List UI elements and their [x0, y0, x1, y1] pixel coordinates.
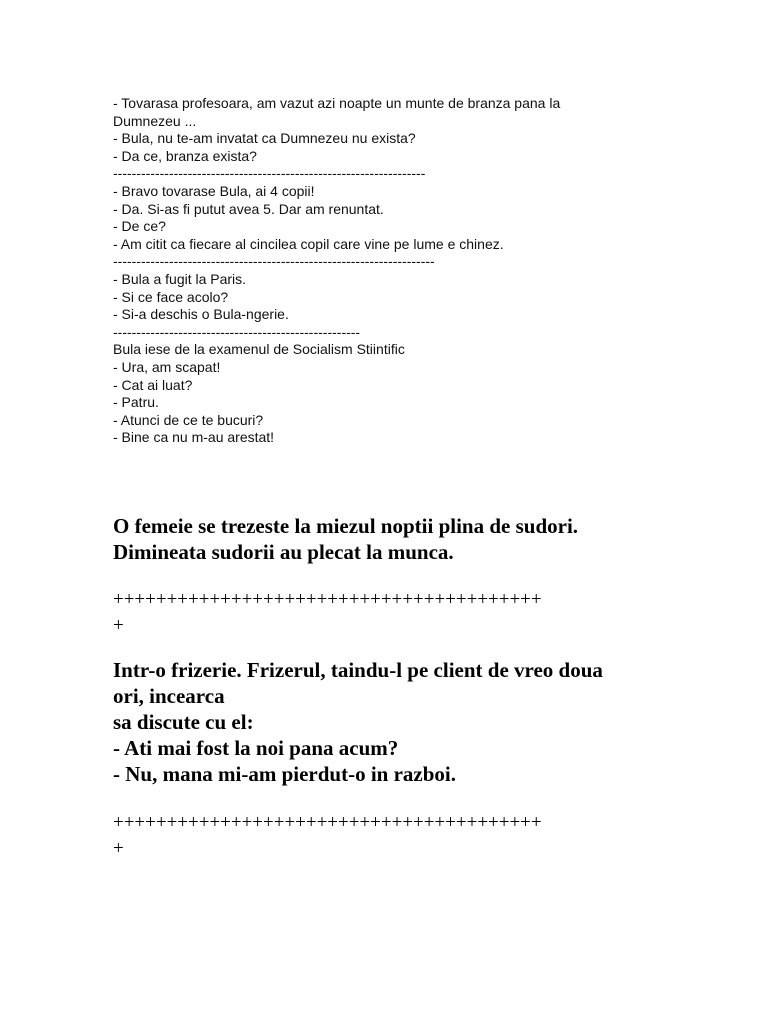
plus-separator-line: + — [113, 838, 124, 859]
text-line: - Bine ca nu m-au arestat! — [113, 429, 275, 446]
plus-separator — [113, 587, 673, 639]
text-line: - De ce? — [113, 218, 166, 235]
text-line: Dimineata sudorii au plecat la munca. — [113, 540, 454, 564]
text-line: Bula iese de la examenul de Socialism Stiintific — [113, 341, 405, 358]
plus-separator-line: ++++++++++++++++++++++++++++++++++++++++ — [113, 812, 542, 833]
text-line: - Tovarasa profesoara, am vazut azi noapte un munte de branza pana la — [113, 95, 561, 111]
joke-woman — [113, 513, 673, 565]
text-line: - Si ce face acolo? — [113, 288, 229, 305]
text-line: - Am citit ca fiecare al cincilea copil care vine pe lume e chinez. — [113, 235, 504, 252]
plus-separator-line: + — [113, 615, 124, 636]
dash-separator: --------------------------------------------------------------------- — [113, 253, 435, 270]
text-line: O femeie se trezeste la miezul noptii plina de sudori. — [113, 514, 579, 538]
text-line: - Bula a fugit la Paris. — [113, 270, 247, 287]
plus-separator — [113, 810, 673, 862]
plus-separator-line: ++++++++++++++++++++++++++++++++++++++++ — [113, 589, 542, 610]
text-line: - Atunci de ce te bucuri? — [113, 411, 264, 428]
dash-separator: ----------------------------------------------------- — [113, 323, 361, 340]
text-line: ori, incearca — [113, 684, 225, 708]
text-line: - Cat ai luat? — [113, 376, 193, 393]
text-line: - Ura, am scapat! — [113, 358, 221, 375]
text-line: - Da. Si-as fi putut avea 5. Dar am renuntat. — [113, 200, 384, 217]
text-line: - Si-a deschis o Bula-ngerie. — [113, 306, 289, 323]
text-line: - Nu, mana mi-am pierdut-o in razboi. — [113, 762, 456, 786]
text-line: - Bula, nu te-am invatat ca Dumnezeu nu exista? — [113, 130, 416, 147]
text-line: sa discute cu el: — [113, 710, 254, 734]
text-line: - Ati mai fost la noi pana acum? — [113, 736, 399, 760]
joke-barber — [113, 657, 673, 787]
text-line: - Da ce, branza exista? — [113, 147, 257, 164]
dash-separator: ------------------------------------------------------------------- — [113, 165, 426, 182]
text-line: - Patru. — [113, 394, 159, 411]
text-line: Dumnezeu ... — [113, 112, 197, 129]
short-jokes-section — [113, 95, 673, 447]
text-line: Intr-o frizerie. Frizerul, taindu-l pe client de vreo doua — [113, 658, 603, 682]
text-line: - Bravo tovarase Bula, ai 4 copii! — [113, 182, 315, 199]
